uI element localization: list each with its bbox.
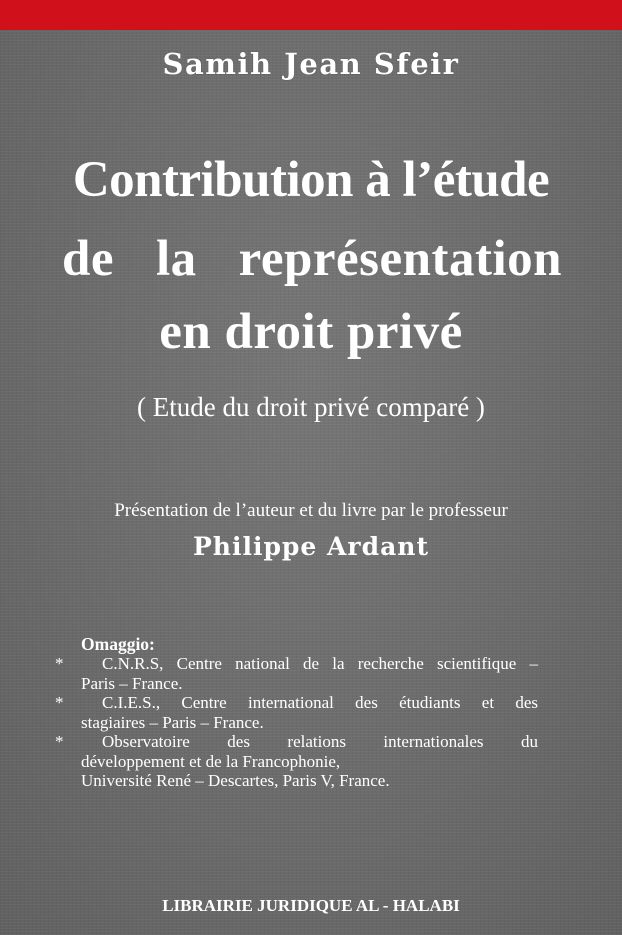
presentation-line: Présentation de l’auteur et du livre par le professeur <box>114 500 508 521</box>
omaggio-list <box>50 654 538 791</box>
entry-continuation: Paris – France. <box>81 673 183 693</box>
publisher-name: LIBRAIRIE JURIDIQUE AL - HALABI <box>162 896 460 915</box>
professor-name: Philippe Ardant <box>192 532 429 561</box>
omaggio-entry-cies <box>50 693 538 732</box>
title-line-3: en droit privé <box>159 304 463 360</box>
entry-first-line: C.I.E.S., Centre international des étudiants et des <box>102 693 538 712</box>
entry-continuation: Université René – Descartes, Paris V, France. <box>81 771 390 790</box>
entry-first-line: C.N.R.S, Centre national de la recherche scientifique – <box>102 654 538 673</box>
top-red-band <box>0 0 622 30</box>
subtitle: ( Etude du droit privé comparé ) <box>137 392 485 422</box>
entry-first-line: Observatoire des relations internationales du <box>102 732 538 751</box>
entry-continuation: stagiaires – Paris – France. <box>81 712 264 732</box>
title-line-1: Contribution à l’étude <box>72 152 550 208</box>
author-name: Samih Jean Sfeir <box>162 47 460 81</box>
omaggio-heading: Omaggio: <box>81 634 155 654</box>
asterisk-bullet: * <box>55 732 64 751</box>
omaggio-entry-cnrs <box>50 654 538 693</box>
omaggio-entry-observatoire <box>50 732 538 791</box>
asterisk-bullet: * <box>55 693 64 712</box>
entry-continuation: développement et de la Francophonie, <box>81 751 341 771</box>
asterisk-bullet: * <box>55 654 64 673</box>
title-line-2: de la représentation <box>62 231 562 287</box>
